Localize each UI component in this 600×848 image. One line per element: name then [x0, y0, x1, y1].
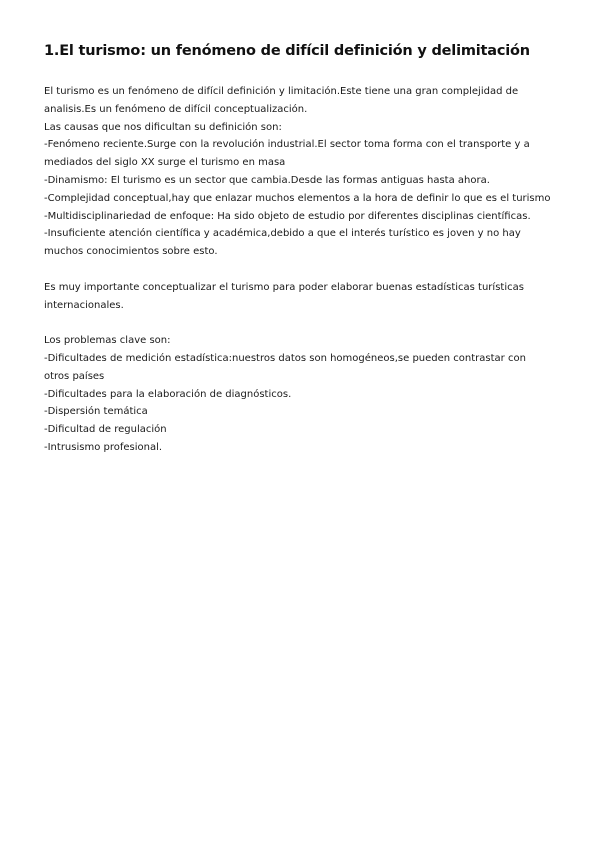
- paragraph-gap: [44, 261, 560, 279]
- text-line: El turismo es un fenómeno de difícil definición y limitación.Este tiene una gran complejidad de: [44, 86, 519, 97]
- text-line: -Multidisciplinariedad de enfoque: Ha sido objeto de estudio por diferentes disciplinas científicas.: [44, 210, 531, 222]
- text-line: -Fenómeno reciente.Surge con la revolución industrial.El sector toma forma con el transporte y a: [44, 139, 530, 151]
- text-line: -Dificultades para la elaboración de diagnósticos.: [44, 388, 292, 400]
- document-body: [44, 83, 560, 457]
- text-line: internacionales.: [44, 299, 124, 311]
- problems-paragraph: [44, 332, 560, 457]
- document-title: 1.El turismo: un fenómeno de difícil definición y delimitación: [44, 43, 530, 59]
- text-line: -Dificultad de regulación: [44, 424, 167, 436]
- text-line: -Complejidad conceptual,hay que enlazar muchos elementos a la hora de definir lo que es el turismo: [44, 192, 551, 204]
- text-line: analisis.Es un fenómeno de difícil conceptualización.: [44, 103, 308, 115]
- text-line: -Insuficiente atención científica y académica,debido a que el interés turístico es joven y no hay: [44, 228, 521, 240]
- text-line: Las causas que nos dificultan su definición son:: [44, 121, 282, 133]
- text-line: muchos conocimientos sobre esto.: [44, 246, 218, 258]
- text-line: Es muy importante conceptualizar el turismo para poder elaborar buenas estadísticas turísticas: [44, 281, 524, 293]
- text-line: -Dispersión temática: [44, 406, 148, 418]
- text-line: -Dinamismo: El turismo es un sector que cambia.Desde las formas antiguas hasta ahora.: [44, 174, 490, 186]
- middle-paragraph: [44, 279, 560, 315]
- text-line: Los problemas clave son:: [44, 335, 171, 347]
- paragraph-gap: [44, 314, 560, 332]
- intro-paragraph: [44, 83, 560, 261]
- text-line: -Intrusismo profesional.: [44, 441, 163, 453]
- text-line: -Dificultades de medición estadística:nuestros datos son homogéneos,se pueden contrastar con: [44, 352, 526, 364]
- text-line: mediados del siglo XX surge el turismo en masa: [44, 157, 286, 169]
- text-line: otros países: [44, 370, 105, 382]
